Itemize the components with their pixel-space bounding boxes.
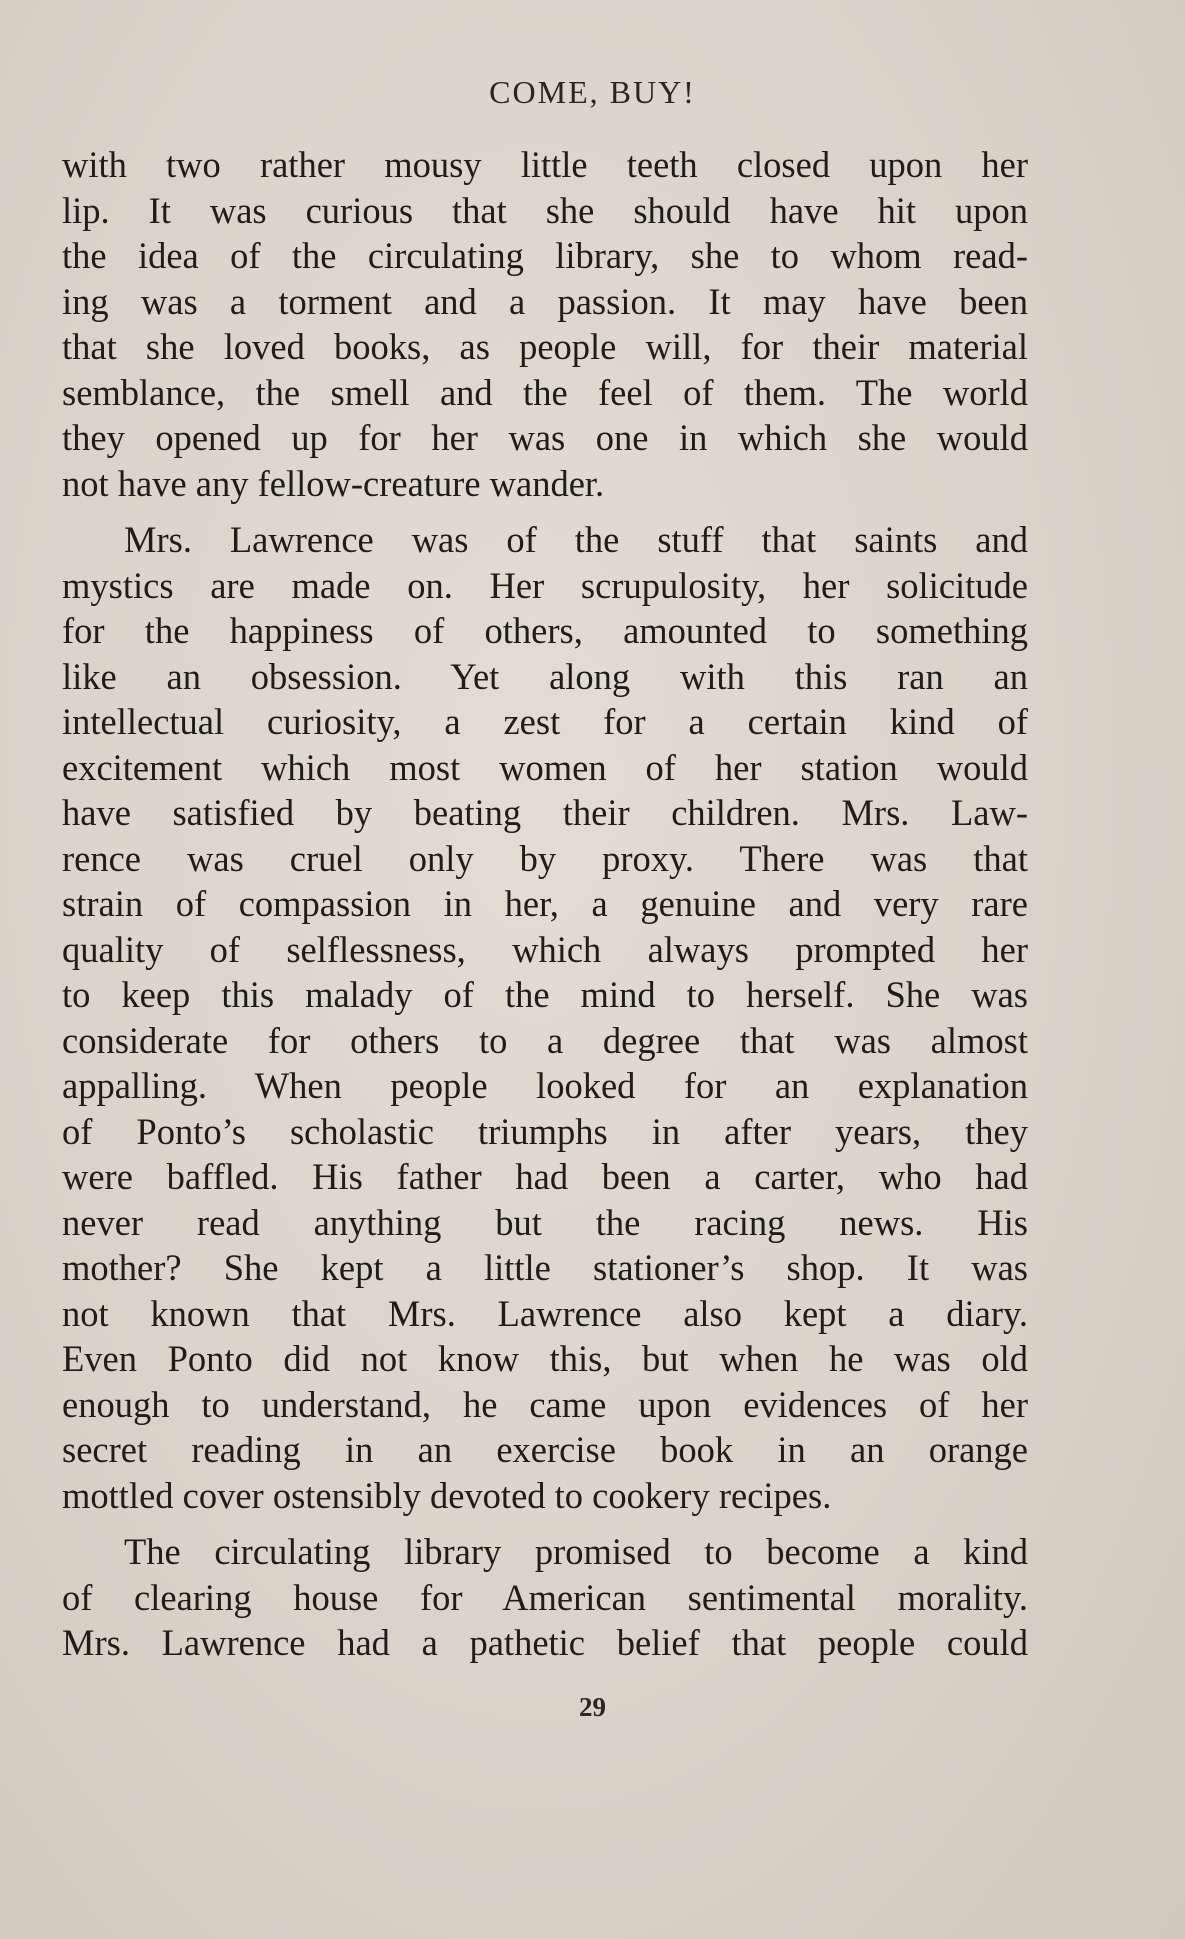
text-line: never read anything but the racing news. His	[62, 1201, 1028, 1243]
text-line: like an obsession. Yet along with this ran an	[62, 655, 1028, 697]
text-line: enough to understand, he came upon evidences of her	[62, 1383, 1028, 1425]
text-line: ing was a torment and a passion. It may have been	[62, 280, 1028, 322]
text-line: The circulating library promised to become a kind	[124, 1531, 1028, 1572]
text-line: rence was cruel only by proxy. There was that	[62, 837, 1028, 879]
page-number: 29	[579, 1692, 606, 1722]
text-line: they opened up for her was one in which she would	[62, 417, 1028, 458]
paragraph-gap	[62, 1518, 1028, 1529]
text-line: quality of selflessness, which always prompted her	[62, 928, 1028, 970]
text-line: Mrs. Lawrence was of the stuff that saints and	[124, 519, 1028, 560]
text-line: Mrs. Lawrence had a pathetic belief that people could	[62, 1622, 1028, 1663]
text-line: excitement which most women of her station would	[62, 746, 1028, 788]
text-line: appalling. When people looked for an explanation	[62, 1065, 1028, 1106]
text-line: the idea of the circulating library, she to whom read-	[62, 235, 1028, 276]
body-text	[62, 142, 1028, 1666]
text-line: of clearing house for American sentimental morality.	[62, 1576, 1028, 1618]
text-line: lip. It was curious that she should have hit upon	[62, 189, 1028, 231]
text-line: considerate for others to a degree that was almost	[62, 1019, 1028, 1061]
text-line: mystics are made on. Her scrupulosity, her solicitude	[62, 564, 1028, 606]
text-line: for the happiness of others, amounted to something	[62, 610, 1028, 651]
text-line: not have any fellow-creature wander.	[62, 462, 605, 504]
text-line: secret reading in an exercise book in an orange	[62, 1429, 1028, 1470]
text-line: to keep this malady of the mind to herself. She was	[62, 974, 1028, 1015]
paragraph-gap	[62, 506, 1028, 517]
text-line: strain of compassion in her, a genuine and very rare	[62, 883, 1028, 924]
text-line: mottled cover ostensibly devoted to cookery recipes.	[62, 1474, 832, 1516]
text-line: that she loved books, as people will, for their material	[62, 326, 1028, 367]
text-line: semblance, the smell and the feel of them. The world	[62, 371, 1028, 413]
running-head: COME, BUY!	[489, 74, 696, 110]
text-line: intellectual curiosity, a zest for a certain kind of	[62, 701, 1028, 742]
text-line: Even Ponto did not know this, but when he was old	[62, 1338, 1028, 1379]
text-line: were baffled. His father had been a carter, who had	[62, 1156, 1028, 1197]
text-line: have satisfied by beating their children. Mrs. Law-	[62, 792, 1028, 833]
text-line: of Ponto’s scholastic triumphs in after years, they	[62, 1110, 1028, 1152]
text-line: mother? She kept a little stationer’s shop. It was	[62, 1247, 1028, 1288]
text-line: with two rather mousy little teeth closed upon her	[62, 144, 1028, 185]
text-line: not known that Mrs. Lawrence also kept a diary.	[62, 1292, 1028, 1334]
